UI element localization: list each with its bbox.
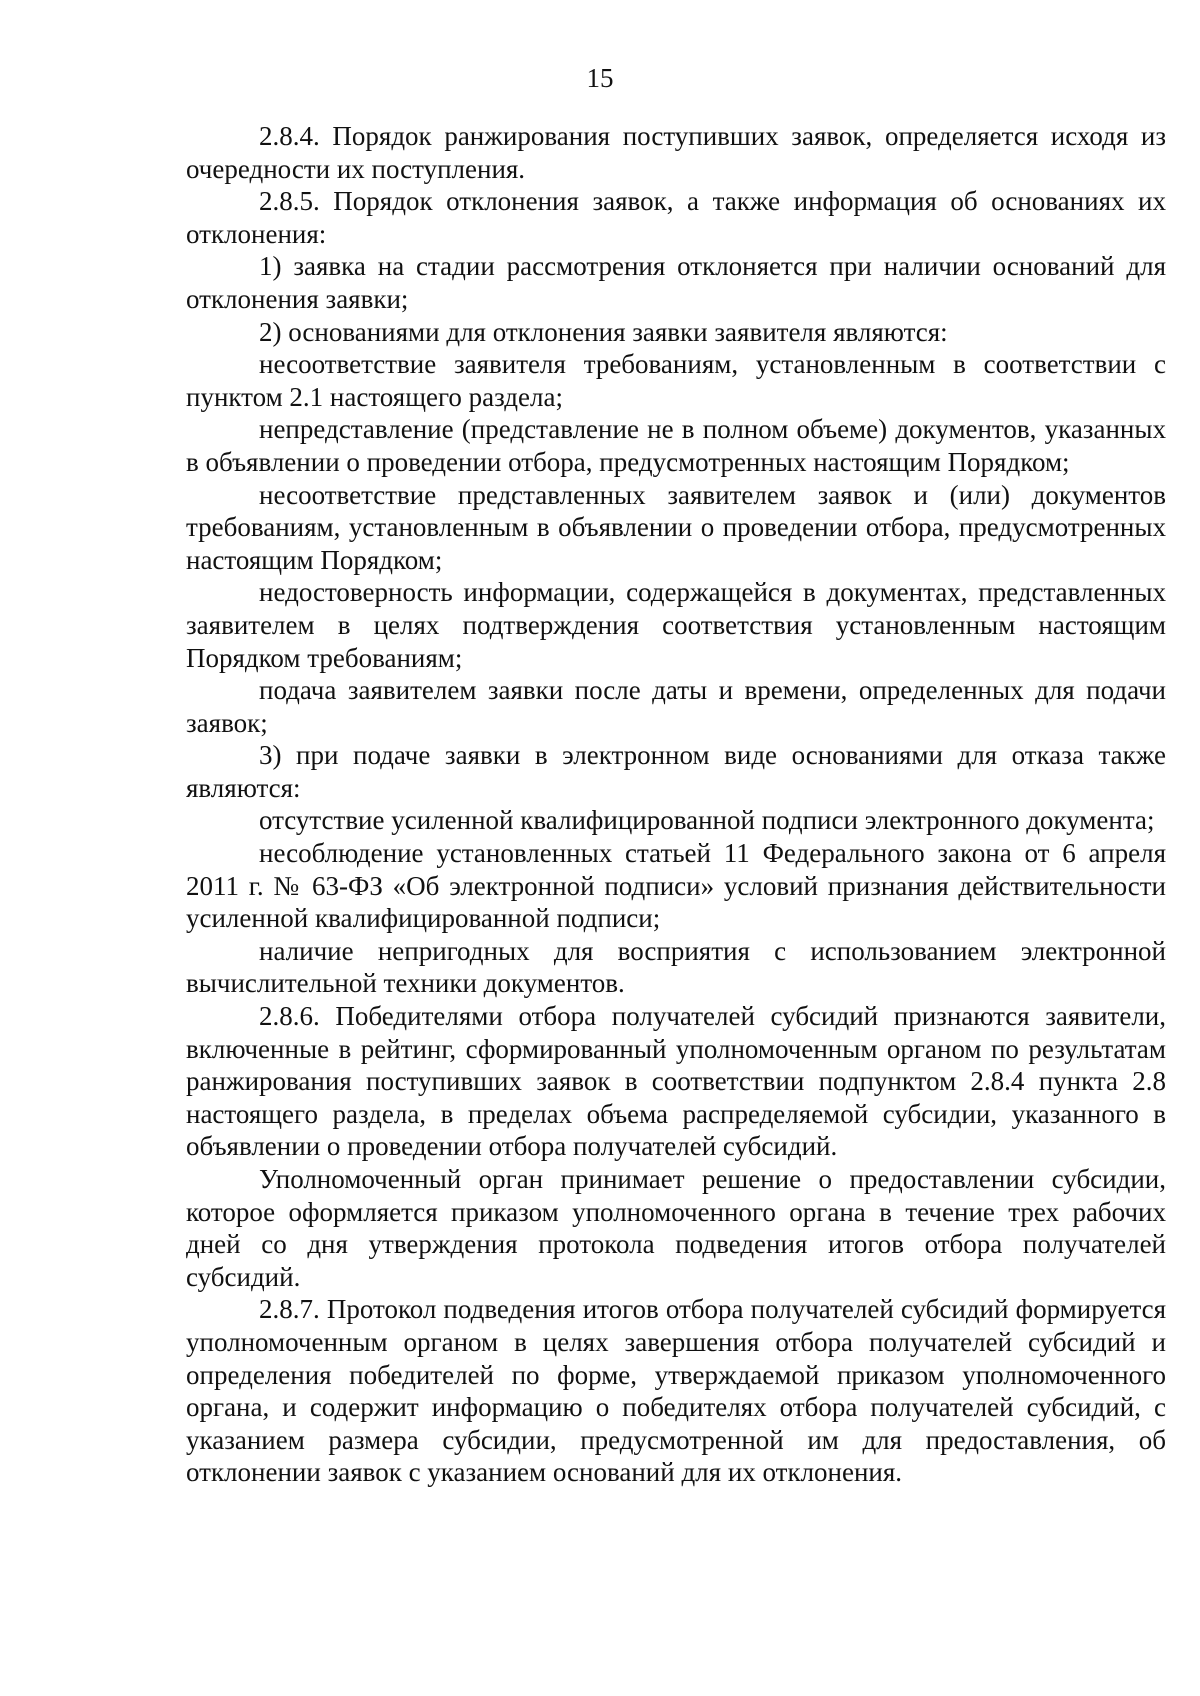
paragraph-ground-documents: несоответствие представленных заявителем заявок и (или) документов требованиям, установленным в объявлении о проведении отбора, предусмотренных настоящим Порядком; [186,479,1166,575]
paragraph-item-1: 1) заявка на стадии рассмотрения отклоняется при наличии оснований для отклонения заявки; [186,251,1166,314]
paragraph-2-8-4: 2.8.4. Порядок ранжирования поступивших заявок, определяется исходя из очередности их поступления. [186,121,1166,184]
paragraph-ground-signature-validity: несоблюдение установленных статьей 11 Федерального закона от 6 апреля 2011 г. № 63-ФЗ «Об электронной подписи» условий признания действительности усиленной квалифицированной подписи; [186,838,1166,934]
paragraph-item-2: 2) основаниями для отклонения заявки заявителя являются: [259,316,948,347]
paragraph-ground-late-submission: подача заявителем заявки после даты и времени, определенных для подачи заявок; [186,675,1166,738]
paragraph-decision: Уполномоченный орган принимает решение о предоставлении субсидии, которое оформляется приказом уполномоченного органа в течение трех рабочих дней со дня утверждения протокола подведения итогов отбора получателей субсидий. [186,1164,1166,1292]
paragraph-2-8-5: 2.8.5. Порядок отклонения заявок, а также информация об основаниях их отклонения: [186,186,1166,249]
document-body [186,120,1166,1489]
paragraph-ground-nonsubmission: непредставление (представление не в полном объеме) документов, указанных в объявлении о проведении отбора, предусмотренных настоящим Порядком; [186,414,1166,477]
paragraph-ground-unreadable: наличие непригодных для восприятия с использованием электронной вычислительной техники документов. [186,935,1166,999]
paragraph-ground-nonconformity: несоответствие заявителя требованиям, установленным в соответствии с пунктом 2.1 настоящего раздела; [186,349,1166,412]
page-number: 15 [586,63,614,93]
paragraph-ground-inaccuracy: недостоверность информации, содержащейся в документах, представленных заявителем в целях подтверждения соответствия установленным настоящим Порядком требованиям; [186,577,1166,673]
paragraph-item-3: 3) при подаче заявки в электронном виде основаниями для отказа также являются: [186,740,1166,803]
paragraph-2-8-7: 2.8.7. Протокол подведения итогов отбора получателей субсидий формируется уполномоченным органом в целях завершения отбора получателей субсидий и определения победителей по форме, утверждаемой приказом уполномоченного органа, и содержит информацию о победителях отбора получателей субсидий, с указанием размера субсидии, предусмотренной им для предоставления, об отклонении заявок с указанием оснований для их отклонения. [186,1294,1166,1488]
paragraph-ground-no-signature: отсутствие усиленной квалифицированной подписи электронного документа; [259,805,1155,836]
paragraph-2-8-6: 2.8.6. Победителями отбора получателей субсидий признаются заявители, включенные в рейтинг, сформированный уполномоченным органом по результатам ранжирования поступивших заявок в соответствии подпунктом 2.8.4 пункта 2.8 настоящего раздела, в пределах объема распределяемой субсидии, указанного в объявлении о проведении отбора получателей субсидий. [186,1001,1166,1162]
